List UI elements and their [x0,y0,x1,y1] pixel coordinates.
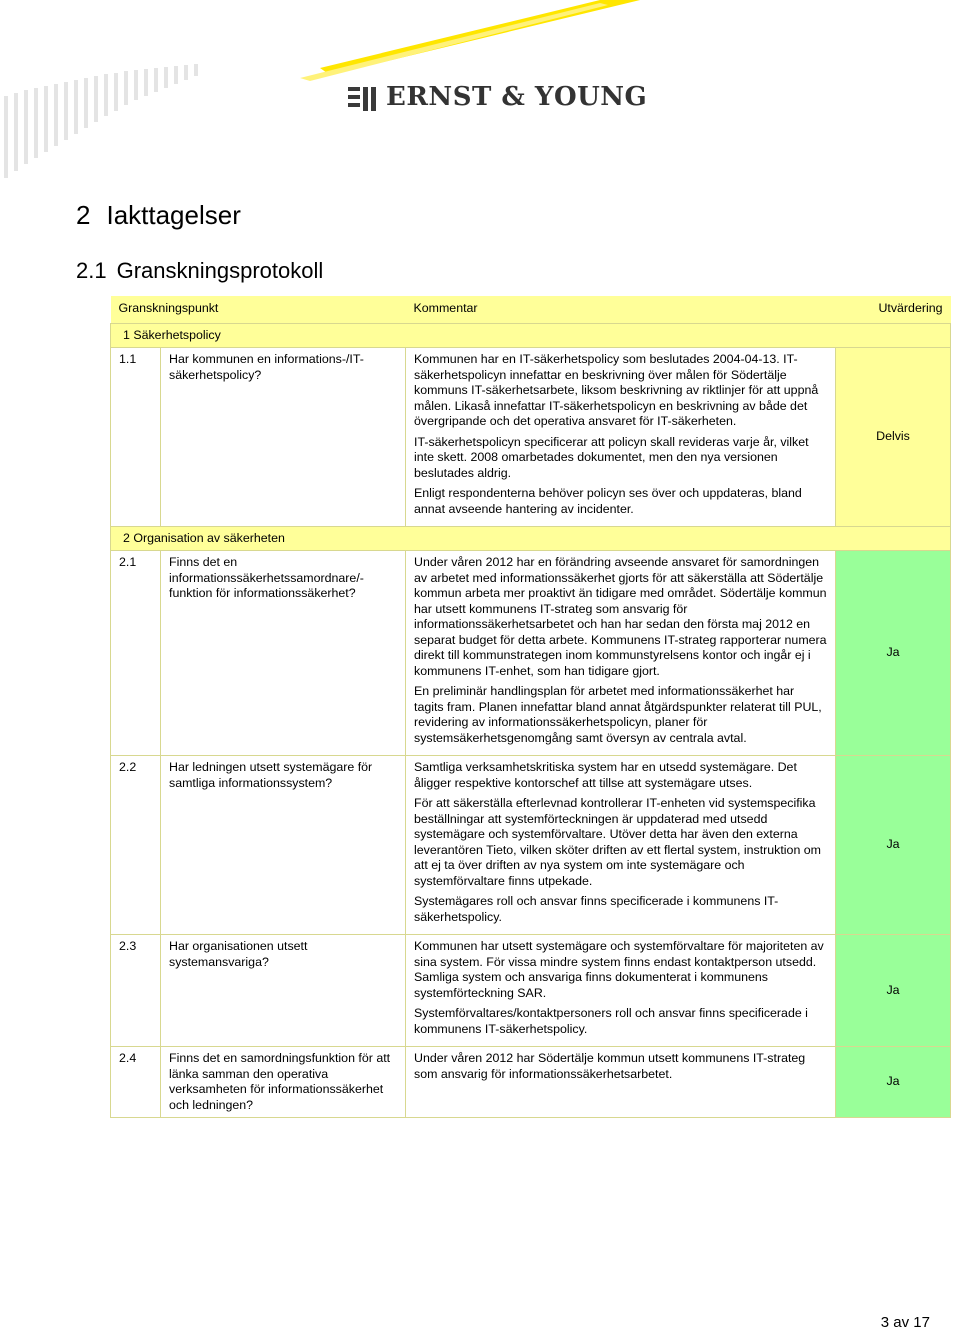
row-comment [406,1047,836,1118]
comment-paragraph: Under våren 2012 har en förändring avseende ansvaret för samordningen av arbetet med informationssäkerhet gjorts för att säkerställa att Södertälje kommun arbeta mer proaktivt än tidigare med området. Södertälje kommun har utsett kommunens IT-strateg som ansvarig för informationssäkerhetsarbetet och han har sedan den första maj 2012 en separat budget för detta arbete. Kommunens IT-strateg rapporterar numera direkt till kommunstrategen inom kommunstyrelsens kontor och ingår ej i kommunens IT-enhet, som han tidigare gjort. [414,555,827,678]
row-question: Har ledningen utsett systemägare för samtliga informationssystem? [161,756,406,935]
section-number: 2.1 [76,258,107,283]
section-title: 2 Organisation av säkerheten [123,531,285,545]
review-protocol-table [110,296,951,1118]
chapter-heading [76,200,241,231]
row-number: 2.2 [111,756,161,935]
comment-paragraph: Systemförvaltares/kontaktpersoners roll och ansvar finns specificerade i kommunens IT-säkerhetspolicy. [414,1006,808,1036]
comment-paragraph: Kommunen har utsett systemägare och systemförvaltare för majoriteten av sina system. För vissa mindre system finns endast kontaktperson utsedd. Samliga system och ansvariga finns dokumenterat i kommunens systemförteckning SAR. [414,939,824,1000]
section-heading [76,258,323,284]
comment-paragraph: Samtliga verksamhetskritiska system har en utsedd systemägare. Det åligger respektive kontorschef att tillse att systemägare utses. [414,760,797,790]
table-row [111,551,951,756]
chapter-number: 2 [76,200,91,230]
header-stripes [4,64,198,178]
section-row [111,324,951,348]
section-title: Granskningsprotokoll [116,258,324,283]
row-evaluation: Ja [836,551,951,756]
table-row [111,756,951,935]
row-evaluation: Delvis [836,348,951,527]
row-comment [406,348,836,527]
row-number: 1.1 [111,348,161,527]
section-title: 1 Säkerhetspolicy [123,328,221,342]
row-number: 2.3 [111,935,161,1047]
row-evaluation: Ja [836,935,951,1047]
row-question: Har organisationen utsett systemansvariga? [161,935,406,1047]
row-comment [406,551,836,756]
ey-logo-mark [348,87,376,111]
row-question: Har kommunen en informations-/IT-säkerhetspolicy? [161,348,406,527]
comment-paragraph: Enligt respondenterna behöver policyn ses över och uppdateras, bland annat avseende hantering av incidenter. [414,486,802,516]
row-comment [406,756,836,935]
row-question: Finns det en informationssäkerhetssamordnare/-funktion för informationssäkerhet? [161,551,406,756]
row-evaluation: Ja [836,1047,951,1118]
row-question: Finns det en samordningsfunktion för att länka samman den operativa verksamheten för informationssäkerhet och ledningen? [161,1047,406,1118]
comment-paragraph: Systemägares roll och ansvar finns specificerade i kommunens IT-säkerhetspolicy. [414,894,779,924]
table-row [111,1047,951,1118]
ey-logo-text: ERNST & YOUNG [386,82,648,112]
table-row [111,935,951,1047]
comment-paragraph: Kommunen har en IT-säkerhetspolicy som beslutades 2004-04-13. IT-säkerhetspolicyn innefattar en beskrivning över målen för Södertälje kommuns IT-säkerhetsarbete, liksom beskrivning av riktlinjer för att uppnå målen. Likaså innefattar IT-säkerhetspolicyn en beskrivning av både det övergripande och det operativa ansvaret för IT-säkerheten. [414,352,819,428]
row-number: 2.1 [111,551,161,756]
row-comment [406,935,836,1047]
table-row [111,348,951,527]
comment-paragraph: IT-säkerhetspolicyn specificerar att policyn skall revideras varje år, vilket inte skett. 2008 omarbetades dokumentet, men den nya versionen beslutades aldrig. [414,434,809,480]
comment-paragraph: Under våren 2012 har Södertälje kommun utsett kommunens IT-strateg som ansvarig för informationssäkerhetsarbetet. [414,1051,806,1081]
section-row [111,527,951,551]
chapter-title: Iakttagelser [106,200,241,230]
comment-paragraph: För att säkerställa efterlevnad kontrollerar IT-enheten vid systemspecifika beställningar att systemförteckningen är uppdaterad med utsedd systemägare och systemförvaltare. Utöver detta har även den externa leverantören Tieto, vilken sköter driften av ett flertal system, instruktion om att ej ta över driften av nya system om inte systemägare och systemförvaltare finns utpekade. [414,796,821,888]
row-number: 2.4 [111,1047,161,1118]
header-utvardering: Utvärdering [836,296,951,324]
header-kommentar: Kommentar [406,296,836,324]
table-header-row [111,296,951,324]
row-evaluation: Ja [836,756,951,935]
page-number: 3 av 17 [880,1314,930,1331]
header-granskningspunkt: Granskningspunkt [111,296,406,324]
comment-paragraph: En preliminär handlingsplan för arbetet med informationssäkerhet har tagits fram. Planen innefattar bland annat åtgärdspunkter relaterat till PUL, revidering av informationssäkerhetspolicyn, planer för systemsäkerhetsgenomgång samt översyn av centrala avtal. [414,684,822,745]
table-body [111,324,951,1118]
